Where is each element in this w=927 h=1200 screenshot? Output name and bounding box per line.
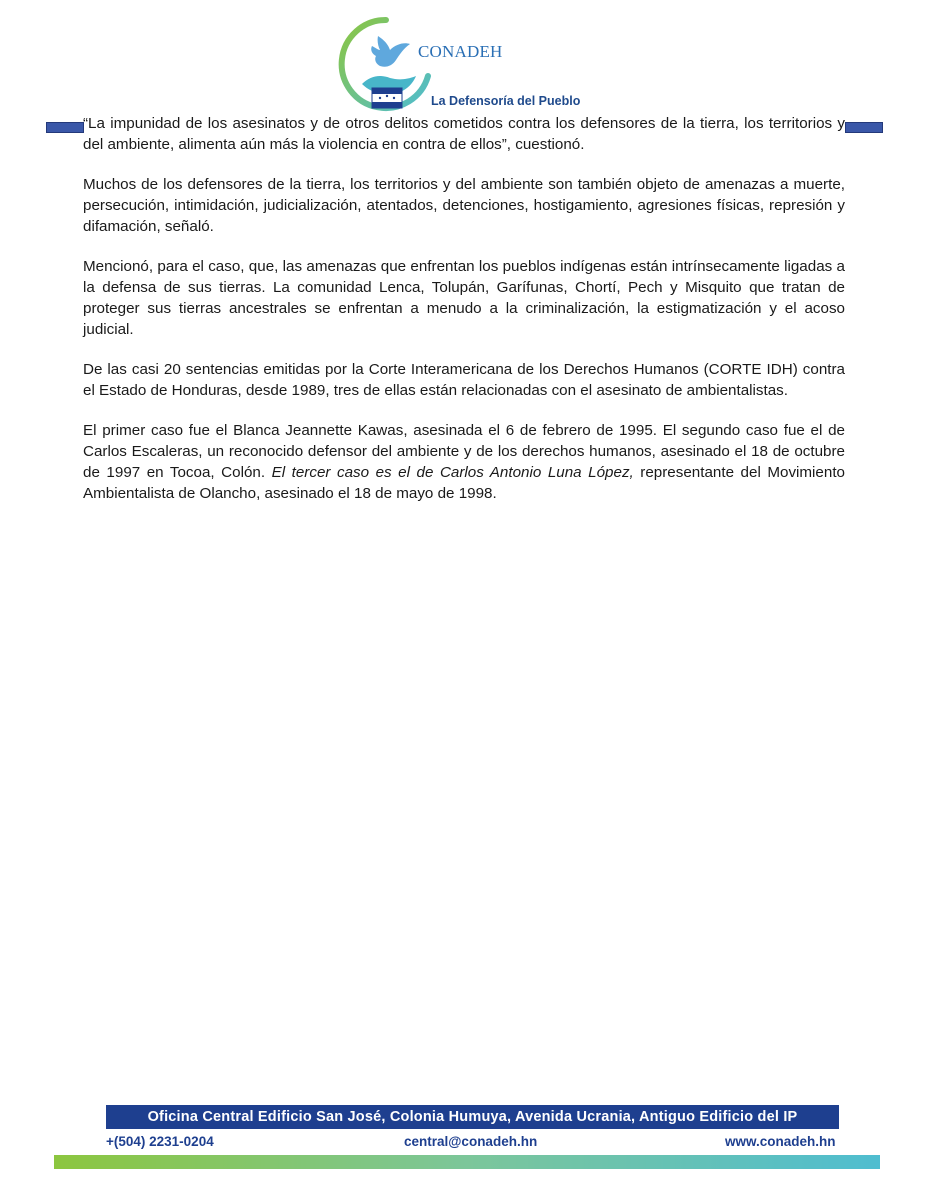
paragraph-5-part-a: El primer caso fue el Blanca Jeannette Kawas, asesinada el 6 de febrero de 1995. El segundo caso fue el de Carlos Escaleras, un reconocido defensor del ambiente y de los derechos humanos, asesinado el 18 de octubre de 1997 en Tocoa, Colón. bbox=[83, 422, 845, 481]
footer-gradient-strip bbox=[54, 1155, 880, 1169]
paragraph-3: Mencionó, para el caso, que, las amenazas que enfrentan los pueblos indígenas están intrínsecamente ligadas a la defensa de sus tierras. La comunidad Lenca, Tolupán, Garífunas, Chortí, Pech y Misquito que tratan de proteger sus tierras ancestrales se enfrentan a menudo a la criminalización, la estigmatización y el acoso judicial. bbox=[83, 258, 845, 338]
paragraph-5 bbox=[83, 420, 845, 504]
footer-phone: +(504) 2231-0204 bbox=[106, 1134, 214, 1149]
left-accent-bar bbox=[46, 122, 84, 133]
right-accent-bar bbox=[845, 122, 883, 133]
footer-email-link[interactable]: central@conadeh.hn bbox=[404, 1134, 538, 1149]
paragraph-1: “La impunidad de los asesinatos y de otros delitos cometidos contra los defensores de la tierra, los territorios y del ambiente, alimenta aún más la violencia en contra de ellos”, cuestionó. bbox=[83, 115, 845, 153]
logo-brand-text: CONADEH bbox=[418, 42, 503, 61]
conadeh-logo bbox=[336, 14, 596, 114]
paragraph-5-part-c: representante del Movimiento Ambientalista de Olancho, asesinado el 18 de mayo de 1998. bbox=[83, 464, 845, 502]
paragraph-4: De las casi 20 sentencias emitidas por la Corte Interamericana de los Derechos Humanos (CORTE IDH) contra el Estado de Honduras, desde 1989, tres de ellas están relacionadas con el asesinato de ambientalistas. bbox=[83, 361, 845, 399]
footer-website-link[interactable]: www.conadeh.hn bbox=[725, 1134, 836, 1149]
dove-hands-emblem-icon bbox=[336, 14, 436, 114]
paragraph-5-italic: El tercer caso es el de Carlos Antonio Luna López, bbox=[271, 464, 634, 481]
document-body bbox=[83, 113, 845, 523]
footer-address-bar: Oficina Central Edificio San José, Colonia Humuya, Avenida Ucrania, Antiguo Edificio del IP bbox=[106, 1105, 839, 1129]
logo-tagline: La Defensoría del Pueblo bbox=[431, 94, 581, 108]
paragraph-2: Muchos de los defensores de la tierra, los territorios y del ambiente son también objeto de amenazas a muerte, persecución, intimidación, judicialización, atentados, detenciones, hostigamiento, agresiones físicas, represión y difamación, señaló. bbox=[83, 176, 845, 235]
